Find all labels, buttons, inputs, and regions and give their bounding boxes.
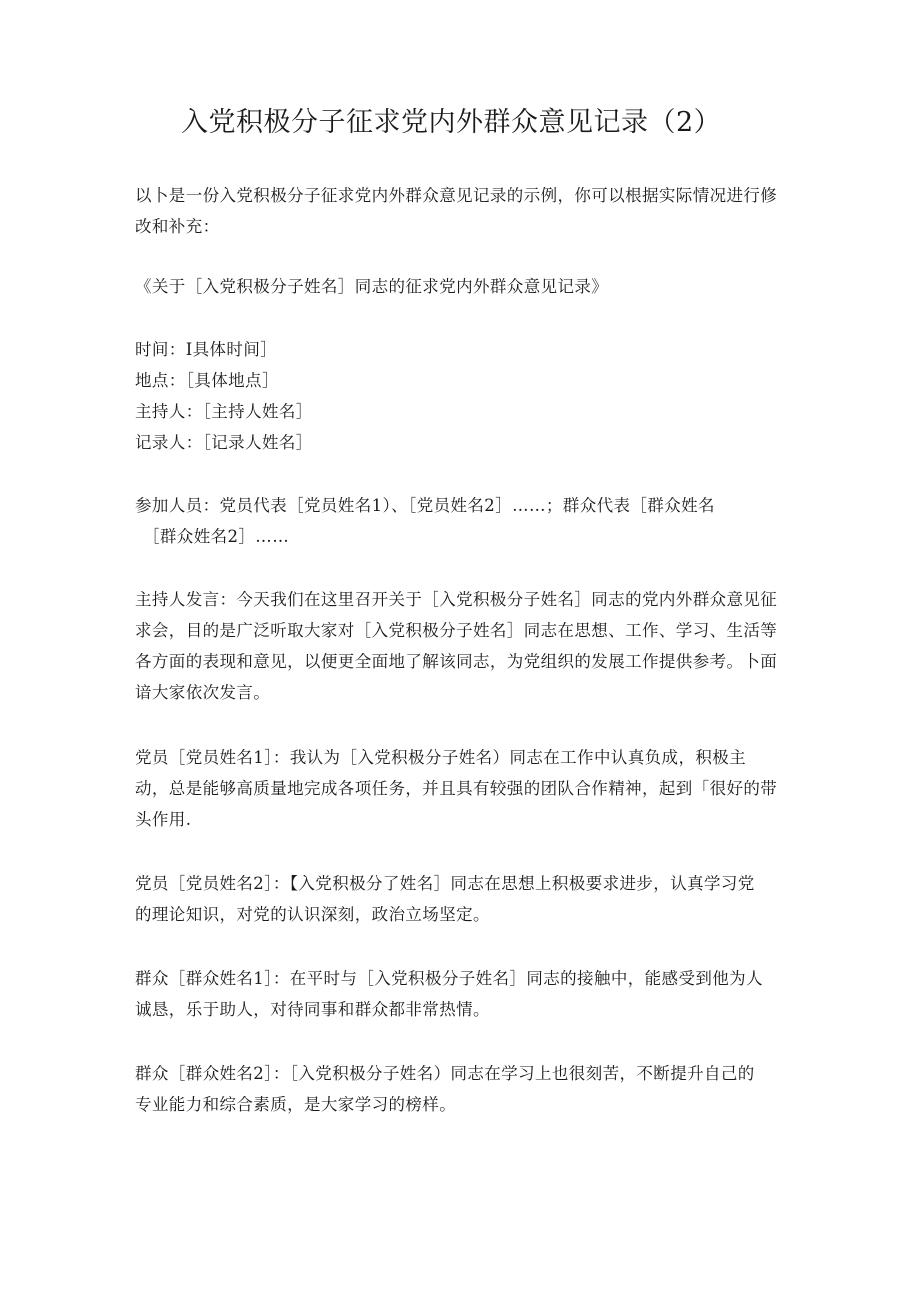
meta-recorder: 记录人：［记录人姓名］ xyxy=(135,433,313,452)
intro-paragraph xyxy=(135,180,785,242)
participants-line: 参加人员：党员代表［党员姓名1）、［党员姓名2］……；群众代表［群众姓名 xyxy=(135,496,715,515)
member1-paragraph xyxy=(135,742,785,835)
meta-place: 地点：［具体地点］ xyxy=(135,371,279,390)
member2-paragraph xyxy=(135,868,785,930)
document-title: 入党积极分子征求党内外群众意见记录（2） xyxy=(181,107,722,138)
member1-line: 动，总是能够高质量地完成各项任务，并且具有较强的团队合作精神，起到「很好的带 xyxy=(135,779,778,798)
public1-line: 群众［群众姓名1］：在平时与［入党积极分子姓名］同志的接触中，能感受到他为人 xyxy=(135,969,763,988)
meta-time: 时间：I具体时间］ xyxy=(135,340,278,359)
participants-paragraph xyxy=(135,490,785,552)
participants-line: ［群众姓名2］…… xyxy=(143,527,290,546)
record-title xyxy=(135,271,785,302)
intro-line: 改和补充： xyxy=(135,217,220,236)
member2-line: 的理论知识，对党的认识深刻，政治立场坚定。 xyxy=(135,905,490,924)
meeting-meta xyxy=(135,334,785,458)
member1-line: 党员［党员姓名1］：我认为［入党积极分子姓名）同志在工作中认真负成，积极主 xyxy=(135,748,747,767)
public2-line: 专业能力和综合素质，是大家学习的榜样。 xyxy=(135,1095,457,1114)
host-speech-line: 各方面的表现和意见，以便更全面地了解该同志，为党组织的发展工作提供参考。卜面 xyxy=(135,652,778,671)
public2-line: 群众［群众姓名2］：［入党积极分子姓名）同志在学习上也很刻苦，不断提升自己的 xyxy=(135,1064,755,1083)
member1-line: 头作用. xyxy=(135,810,192,829)
host-speech-line: 主持人发言：今天我们在这里召开关于［入党积极分子姓名］同志的党内外群众意见征 xyxy=(135,590,778,609)
meta-host: 主持人：［主持人姓名］ xyxy=(135,402,313,421)
intro-line: 以卜是一份入党积极分子征求党内外群众意见记录的示例，你可以根据实际情况进行修 xyxy=(135,186,778,205)
public2-paragraph xyxy=(135,1058,785,1120)
public1-paragraph xyxy=(135,963,785,1025)
member2-line: 党员［党员姓名2］：【入党积极分了姓名］同志在思想上积极要求进步，认真学习党 xyxy=(135,874,755,893)
record-title-text: 《关于［入党积极分子姓名］同志的征求党内外群众意见记录》 xyxy=(135,277,609,296)
public1-line: 诚恳，乐于助人，对待同事和群众都非常热情。 xyxy=(135,1000,490,1019)
host-speech-line: 求会，目的是广泛听取大家对［入党积极分子姓名］同志在思想、工作、学习、生活等 xyxy=(135,621,778,640)
host-speech-paragraph xyxy=(135,584,785,708)
host-speech-line: 谙大家依次发言。 xyxy=(135,683,271,702)
